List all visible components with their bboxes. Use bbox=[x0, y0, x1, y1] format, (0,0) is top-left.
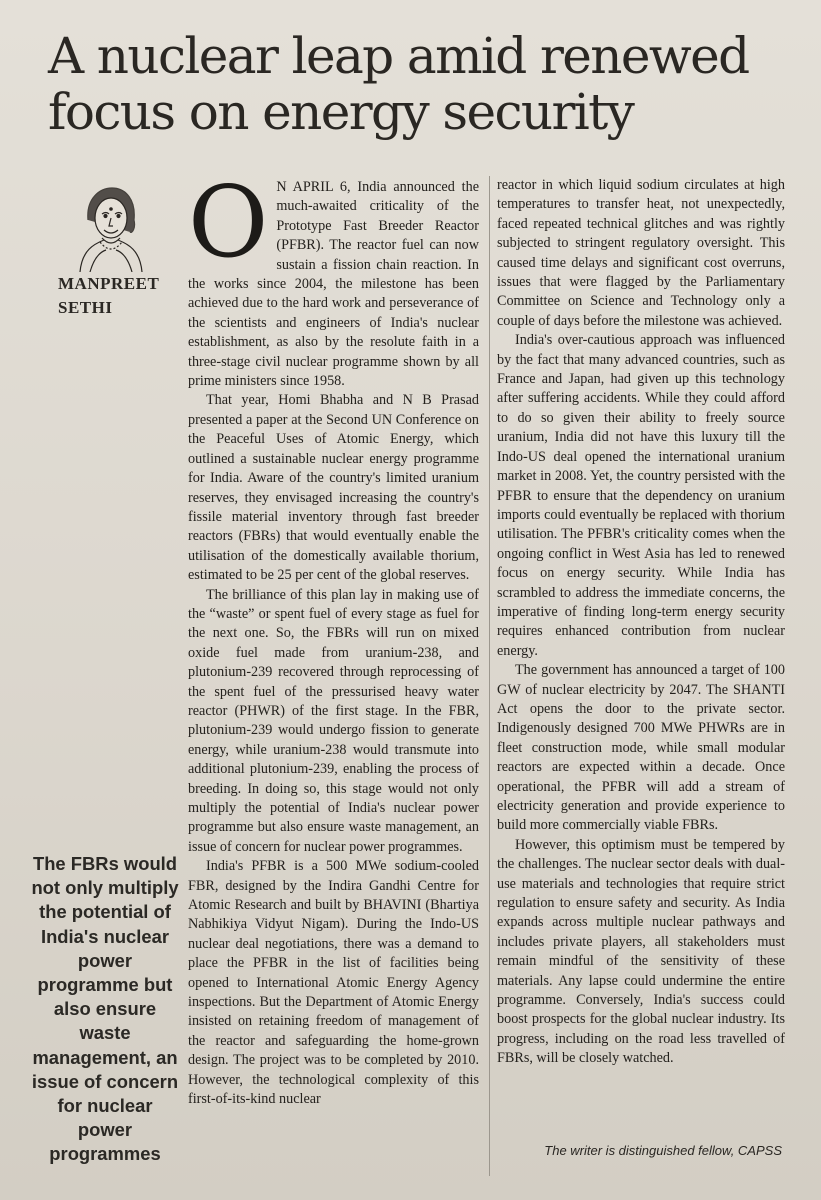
article-paragraph bbox=[188, 166, 479, 391]
article-paragraph: India's over-cautious approach was influenced by the fact that many advanced countries, such as France and Japan, had given up this technology after suffering accidents. While they could afford to do so given their ability to freely source uranium, India did not have this luxury till the Indo-US deal opened the international uranium market in 2008. Yet, the country persisted with the PFBR to ensure that the dependency on uranium imports could eventually be replaced with thorium utilisation. The PFBR's criticality comes when the ongoing conflict in West Asia has led to renewed focus on energy security. While India has scrambled to address the immediate concerns, the imperative of finding long-term energy security requires enhanced contribution from nuclear energy. bbox=[497, 332, 785, 659]
article-paragraph: That year, Homi Bhabha and N B Prasad presented a paper at the Second UN Conference on the Peaceful Uses of Atomic Energy, which outlined a sustainable nuclear energy programme for India. Aware of the country's limited uranium reserves, they envisaged increasing the country's fissile material inventory through fast breeder reactors (FBRs) that would eventually enable the utilisation of the domestically available thorium, estimated to be 25 per cent of the global reserves. bbox=[188, 392, 479, 584]
author-byline bbox=[58, 272, 188, 320]
pull-quote: The FBRs would not only multiply the potential of India's nuclear power programme but also ensure waste management, an issue of concern for nuclear power programmes bbox=[31, 853, 179, 1165]
article-paragraph: However, this optimism must be tempered by the challenges. The nuclear sector deals with dual-use materials and technologies that require strict regulation to ensure safety and security. As India expands across multiple nuclear pathways and includes private players, all stakeholders must remain mindful of the sensitivity of these materials. Any lapse could undermine the entire programme. Conversely, India's success could boost prospects for the global nuclear industry. Its progress, including on the road less travelled of FBRs, will be closely watched. bbox=[497, 836, 785, 1067]
article-paragraph: India's PFBR is a 500 MWe sodium-cooled FBR, designed by the Indira Gandhi Centre for Atomic Research and built by BHAVINI (Bhartiya Nabhikiya Vidyut Nigam). During the Indo-US nuclear deal negotiations, there was a demand to place the PFBR in the list of facilities being opened to International Atomic Energy Agency inspections. But the Department of Atomic Energy insisted on retaining freedom of management of the reactor and safeguarding the home-grown design. The project was to be completed by 2010. However, the technological complexity of this first-of-its-kind nuclear bbox=[188, 858, 479, 1108]
article-paragraph: reactor in which liquid sodium circulates at high temperatures to transfer heat, not unexpectedly, faced repeated technical glitches and was rightly subjected to stringent regulatory oversight. This caused time delays and significant cost overruns, issues that were flagged by the Parliamentary Committee on Science and Technology only a couple of days before the milestone was achieved. bbox=[497, 177, 785, 329]
article-column-1 bbox=[188, 166, 479, 1110]
drop-cap: O bbox=[188, 166, 269, 280]
headline-line-2: focus on energy security bbox=[48, 83, 634, 141]
writer-credit: The writer is distinguished fellow, CAPSS bbox=[544, 1143, 782, 1158]
article-column-2 bbox=[497, 176, 785, 1069]
paragraph-text: N APRIL 6, India announced the much-awaited criticality of the Prototype Fast Breeder Reactor (PFBR). The reactor fuel can now sustain a fission chain reaction. In the works since 2004, the milestone has been achieved due to the hard work and perseverance of the scientists and engineers of India's nuclear establishment, as also by the resolute faith in a three-stage civil nuclear programme shown by all prime ministers since 1958. bbox=[188, 179, 479, 390]
column-divider bbox=[489, 176, 490, 1176]
headline-line-1: A nuclear leap amid renewed bbox=[48, 27, 749, 85]
author-last-name: SETHI bbox=[58, 298, 113, 317]
headline bbox=[48, 28, 788, 140]
article-paragraph: The government has announced a target of 100 GW of nuclear electricity by 2047. The SHANTI Act opens the door to the private sector. Indigenously designed 700 MWe PHWRs are in fleet construction mode, while small modular reactors are expected within a decade. Once operational, the PFBR will add a stream of electricity generation and provide experience to build more commercially viable FBRs. bbox=[497, 662, 785, 834]
author-first-name: MANPREET bbox=[58, 274, 160, 293]
article-paragraph: The brilliance of this plan lay in making use of the “waste” or spent fuel of every stage as fuel for the next one. So, the FBRs will run on mixed oxide fuel made from uranium-238, and plutonium-239 recovered through reprocessing of the spent fuel of the pressurised heavy water reactor (PHWR) of the first stage. In the FBR, plutonium-239 would undergo fission to generate energy, while uranium-238 would transmute into additional plutonium-239, enabling the process of breeding. In doing so, this stage would not only multiply the potential of India's nuclear power programme but also ensure waste management, an issue of concern for nuclear power programmes. bbox=[188, 586, 479, 855]
author-portrait-sketch bbox=[60, 172, 160, 272]
